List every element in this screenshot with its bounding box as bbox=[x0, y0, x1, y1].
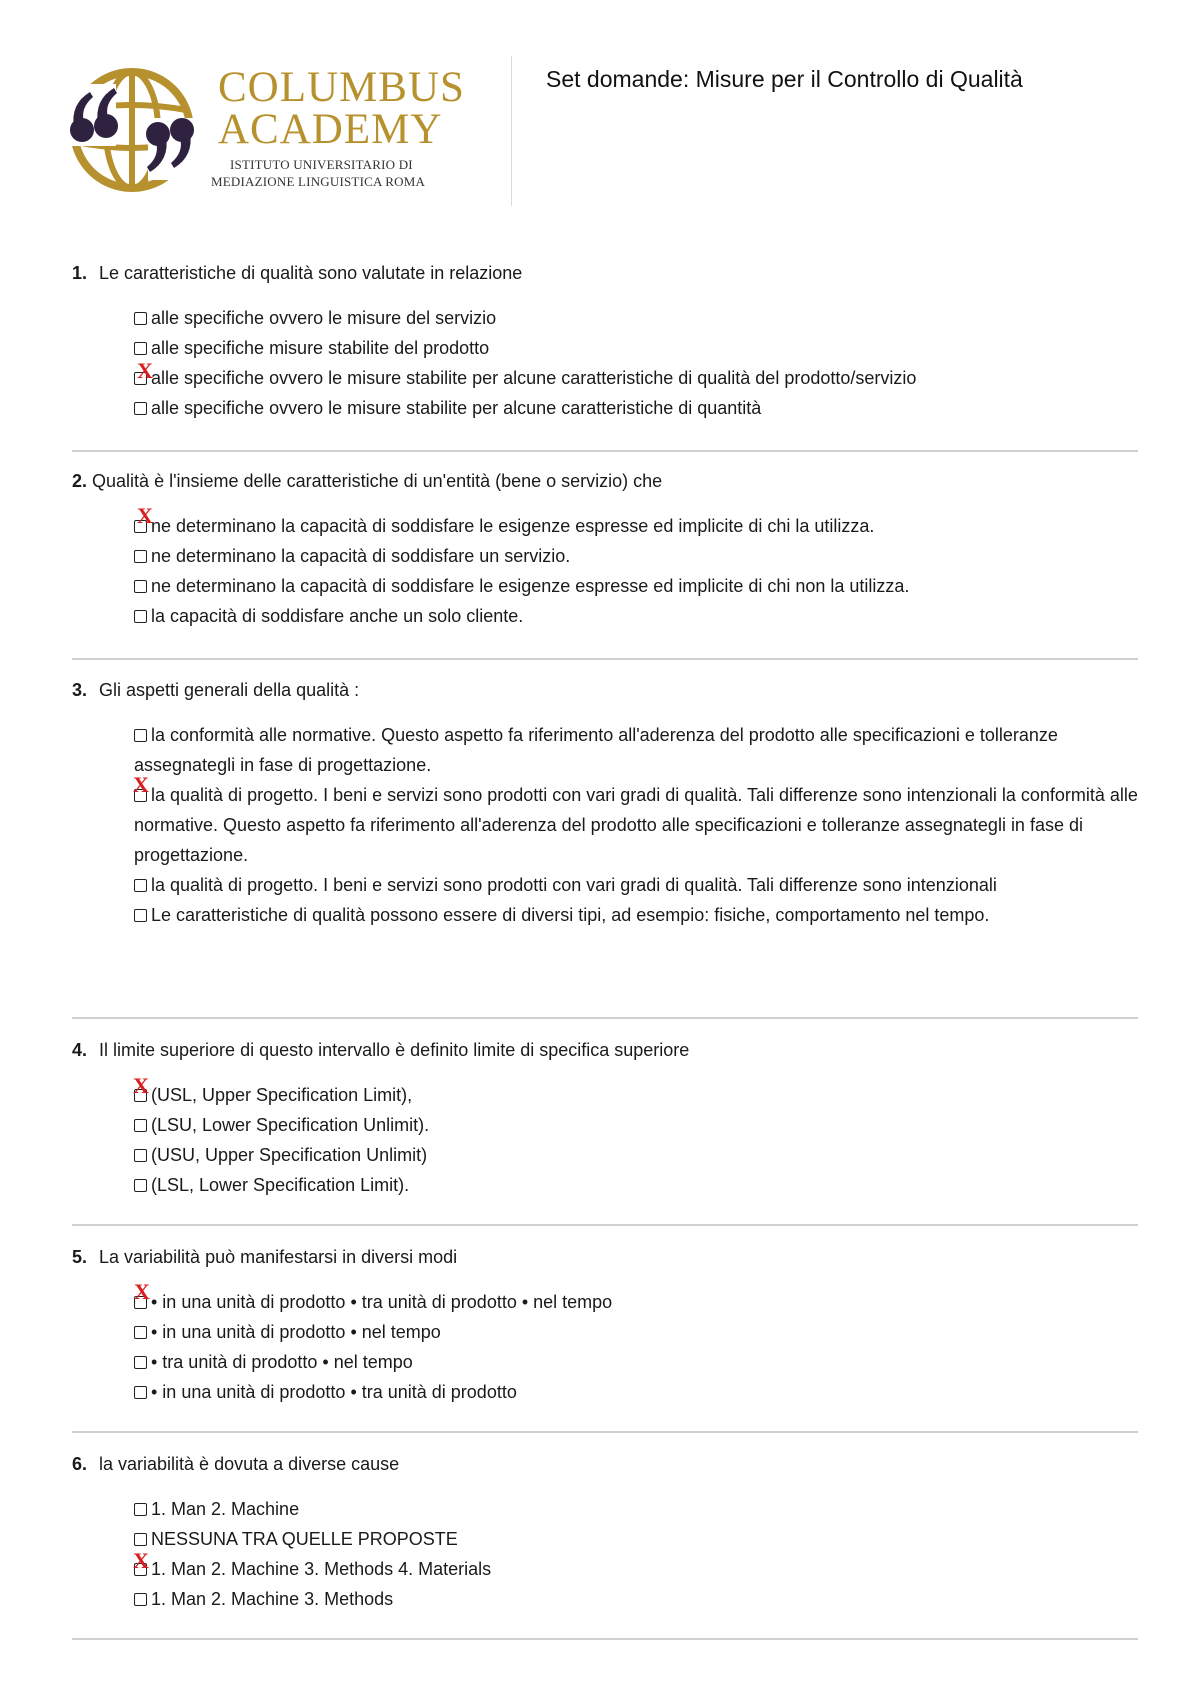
question-text: La variabilità può manifestarsi in diversi modi bbox=[99, 1247, 458, 1267]
x-mark-icon: X bbox=[133, 772, 149, 797]
answer-option[interactable] bbox=[134, 503, 1134, 541]
question-text: Gli aspetti generali della qualità : bbox=[99, 680, 360, 700]
answer-option[interactable] bbox=[134, 358, 1134, 393]
checkbox-icon[interactable] bbox=[134, 312, 147, 325]
answer-option[interactable] bbox=[134, 1377, 1134, 1407]
checkbox-icon[interactable] bbox=[134, 729, 147, 742]
answer-option-text: (LSU, Lower Specification Unlimit). bbox=[151, 1115, 430, 1135]
answer-option-text: 1. Man 2. Machine 3. Methods 4. Materials bbox=[151, 1559, 492, 1579]
globe-quotes-logo-icon bbox=[64, 62, 200, 198]
answer-option-text: Le caratteristiche di qualità possono essere di diversi tipi, ad esempio: fisiche, comportamento nel tempo. bbox=[151, 905, 990, 925]
question-number: 1. bbox=[72, 263, 88, 283]
answer-option-text: alle specifiche misure stabilite del prodotto bbox=[151, 338, 490, 358]
answer-option[interactable] bbox=[134, 870, 1144, 900]
answer-options bbox=[134, 1279, 1134, 1407]
answer-option[interactable] bbox=[134, 1524, 1134, 1554]
answer-option-text: (USL, Upper Specification Limit), bbox=[151, 1085, 413, 1105]
answer-options bbox=[134, 303, 1134, 423]
checkbox-icon[interactable] bbox=[134, 1179, 147, 1192]
header-divider bbox=[511, 56, 512, 206]
answer-option[interactable] bbox=[134, 900, 1144, 930]
checkbox-icon[interactable] bbox=[134, 402, 147, 415]
answer-option-text: la capacità di soddisfare anche un solo cliente. bbox=[151, 606, 524, 626]
question-heading bbox=[72, 1037, 689, 1063]
x-mark-icon: X bbox=[133, 1548, 149, 1573]
question-number: 3. bbox=[72, 680, 88, 700]
x-mark-icon: X bbox=[137, 503, 153, 528]
question-heading bbox=[72, 468, 662, 494]
checkbox-icon[interactable] bbox=[134, 610, 147, 623]
answer-option[interactable] bbox=[133, 772, 1144, 870]
answer-option[interactable] bbox=[134, 571, 1134, 601]
checkbox-icon[interactable] bbox=[134, 879, 147, 892]
answer-option-text: • in una unità di prodotto • tra unità di prodotto bbox=[151, 1382, 517, 1402]
section-separator bbox=[72, 1224, 1138, 1226]
answer-option-text: ne determinano la capacità di soddisfare un servizio. bbox=[151, 546, 571, 566]
answer-option[interactable] bbox=[134, 1279, 1134, 1317]
answer-option[interactable] bbox=[134, 1170, 1134, 1200]
answer-option-text: alle specifiche ovvero le misure stabilite per alcune caratteristiche di quantità bbox=[151, 398, 762, 418]
columbus-academy-logo bbox=[64, 50, 524, 210]
checkbox-icon[interactable] bbox=[134, 909, 147, 922]
answer-option[interactable] bbox=[134, 720, 1144, 780]
logo-subtitle-line1: ISTITUTO UNIVERSITARIO DI bbox=[230, 157, 413, 172]
checkbox-icon[interactable] bbox=[134, 550, 147, 563]
checkbox-icon[interactable] bbox=[134, 1503, 147, 1516]
answer-option-text: • in una unità di prodotto • nel tempo bbox=[151, 1322, 441, 1342]
answer-options bbox=[133, 1073, 1134, 1200]
question-number: 6. bbox=[72, 1454, 88, 1474]
answer-option-text: la qualità di progetto. I beni e servizi sono prodotti con vari gradi di qualità. Tali differenze sono intenzionali la conformità alle normative. Questo aspetto fa riferimento all'aderenza del prodotto alle specificazioni e tolleranze assegnategli in fase di progettazione. bbox=[134, 785, 1138, 865]
answer-option-text: la conformità alle normative. Questo aspetto fa riferimento all'aderenza del prodotto alle specificazioni e tolleranze assegnategli in fase di progettazione. bbox=[134, 725, 1058, 775]
answer-option-text: • in una unità di prodotto • tra unità di prodotto • nel tempo bbox=[151, 1292, 613, 1312]
answer-option-text: • tra unità di prodotto • nel tempo bbox=[151, 1352, 413, 1372]
answer-option-text: (LSL, Lower Specification Limit). bbox=[151, 1175, 410, 1195]
checkbox-icon[interactable] bbox=[134, 580, 147, 593]
question-heading bbox=[72, 1451, 399, 1477]
logo-name-line1: COLUMBUS bbox=[218, 64, 465, 111]
checkbox-icon[interactable] bbox=[134, 1593, 147, 1606]
checkbox-icon[interactable] bbox=[134, 1326, 147, 1339]
answer-options bbox=[134, 503, 1134, 631]
answer-options bbox=[134, 720, 1144, 930]
answer-option[interactable] bbox=[134, 1110, 1134, 1140]
logo-subtitle-line2: MEDIAZIONE LINGUISTICA ROMA bbox=[211, 174, 426, 189]
answer-option-text: 1. Man 2. Machine bbox=[151, 1499, 300, 1519]
answer-option[interactable] bbox=[134, 333, 1134, 363]
section-separator bbox=[72, 1638, 1138, 1640]
answer-option[interactable] bbox=[134, 1140, 1134, 1170]
answer-option[interactable] bbox=[133, 1073, 1134, 1110]
question-text: Qualità è l'insieme delle caratteristiche di un'entità (bene o servizio) che bbox=[92, 471, 663, 491]
answer-option[interactable] bbox=[134, 1347, 1134, 1377]
question-number: 5. bbox=[72, 1247, 88, 1267]
answer-option-text: (USU, Upper Specification Unlimit) bbox=[151, 1145, 428, 1165]
answer-option-text: ne determinano la capacità di soddisfare le esigenze espresse ed implicite di chi la utilizza. bbox=[151, 516, 875, 536]
x-mark-icon: X bbox=[133, 1073, 149, 1098]
checkbox-icon[interactable] bbox=[134, 1149, 147, 1162]
x-mark-icon: X bbox=[134, 1279, 150, 1304]
checkbox-icon[interactable] bbox=[134, 1533, 147, 1546]
checkbox-icon[interactable] bbox=[134, 1386, 147, 1399]
answer-option[interactable] bbox=[134, 1317, 1134, 1347]
section-separator bbox=[72, 1017, 1138, 1019]
answer-option[interactable] bbox=[133, 1548, 1134, 1584]
section-separator bbox=[72, 1431, 1138, 1433]
answer-option[interactable] bbox=[134, 541, 1134, 571]
answer-option[interactable] bbox=[134, 1584, 1134, 1614]
checkbox-icon[interactable] bbox=[134, 1119, 147, 1132]
question-number: 4. bbox=[72, 1040, 88, 1060]
document-header bbox=[60, 50, 1140, 210]
answer-option[interactable] bbox=[134, 601, 1134, 631]
answer-option-text: 1. Man 2. Machine 3. Methods bbox=[151, 1589, 394, 1609]
question-text: Le caratteristiche di qualità sono valutate in relazione bbox=[99, 263, 523, 283]
checkbox-icon[interactable] bbox=[134, 1356, 147, 1369]
answer-option[interactable] bbox=[134, 1494, 1134, 1524]
question-number: 2. bbox=[72, 471, 88, 491]
section-separator bbox=[72, 450, 1138, 452]
answer-option-text: la qualità di progetto. I beni e servizi sono prodotti con vari gradi di qualità. Tali differenze sono intenzionali bbox=[151, 875, 997, 895]
question-heading bbox=[72, 1244, 457, 1270]
question-heading bbox=[72, 260, 522, 286]
answer-option-text: NESSUNA TRA QUELLE PROPOSTE bbox=[151, 1529, 458, 1549]
answer-option-text: alle specifiche ovvero le misure stabilite per alcune caratteristiche di qualità del prodotto/servizio bbox=[151, 368, 917, 388]
answer-option-text: alle specifiche ovvero le misure del servizio bbox=[151, 308, 497, 328]
logo-name-line2: ACADEMY bbox=[218, 106, 443, 153]
question-text: la variabilità è dovuta a diverse cause bbox=[99, 1454, 400, 1474]
section-separator bbox=[72, 658, 1138, 660]
checkbox-icon[interactable] bbox=[134, 342, 147, 355]
document-title: Set domande: Misure per il Controllo di Qualità bbox=[546, 66, 1023, 92]
question-heading bbox=[72, 677, 359, 703]
question-text: Il limite superiore di questo intervallo è definito limite di specifica superiore bbox=[99, 1040, 690, 1060]
x-mark-icon: X bbox=[137, 358, 153, 383]
answer-options bbox=[134, 1494, 1134, 1614]
answer-option-text: ne determinano la capacità di soddisfare le esigenze espresse ed implicite di chi non la utilizza. bbox=[151, 576, 910, 596]
answer-option[interactable] bbox=[134, 393, 1134, 423]
answer-option[interactable] bbox=[134, 303, 1134, 333]
